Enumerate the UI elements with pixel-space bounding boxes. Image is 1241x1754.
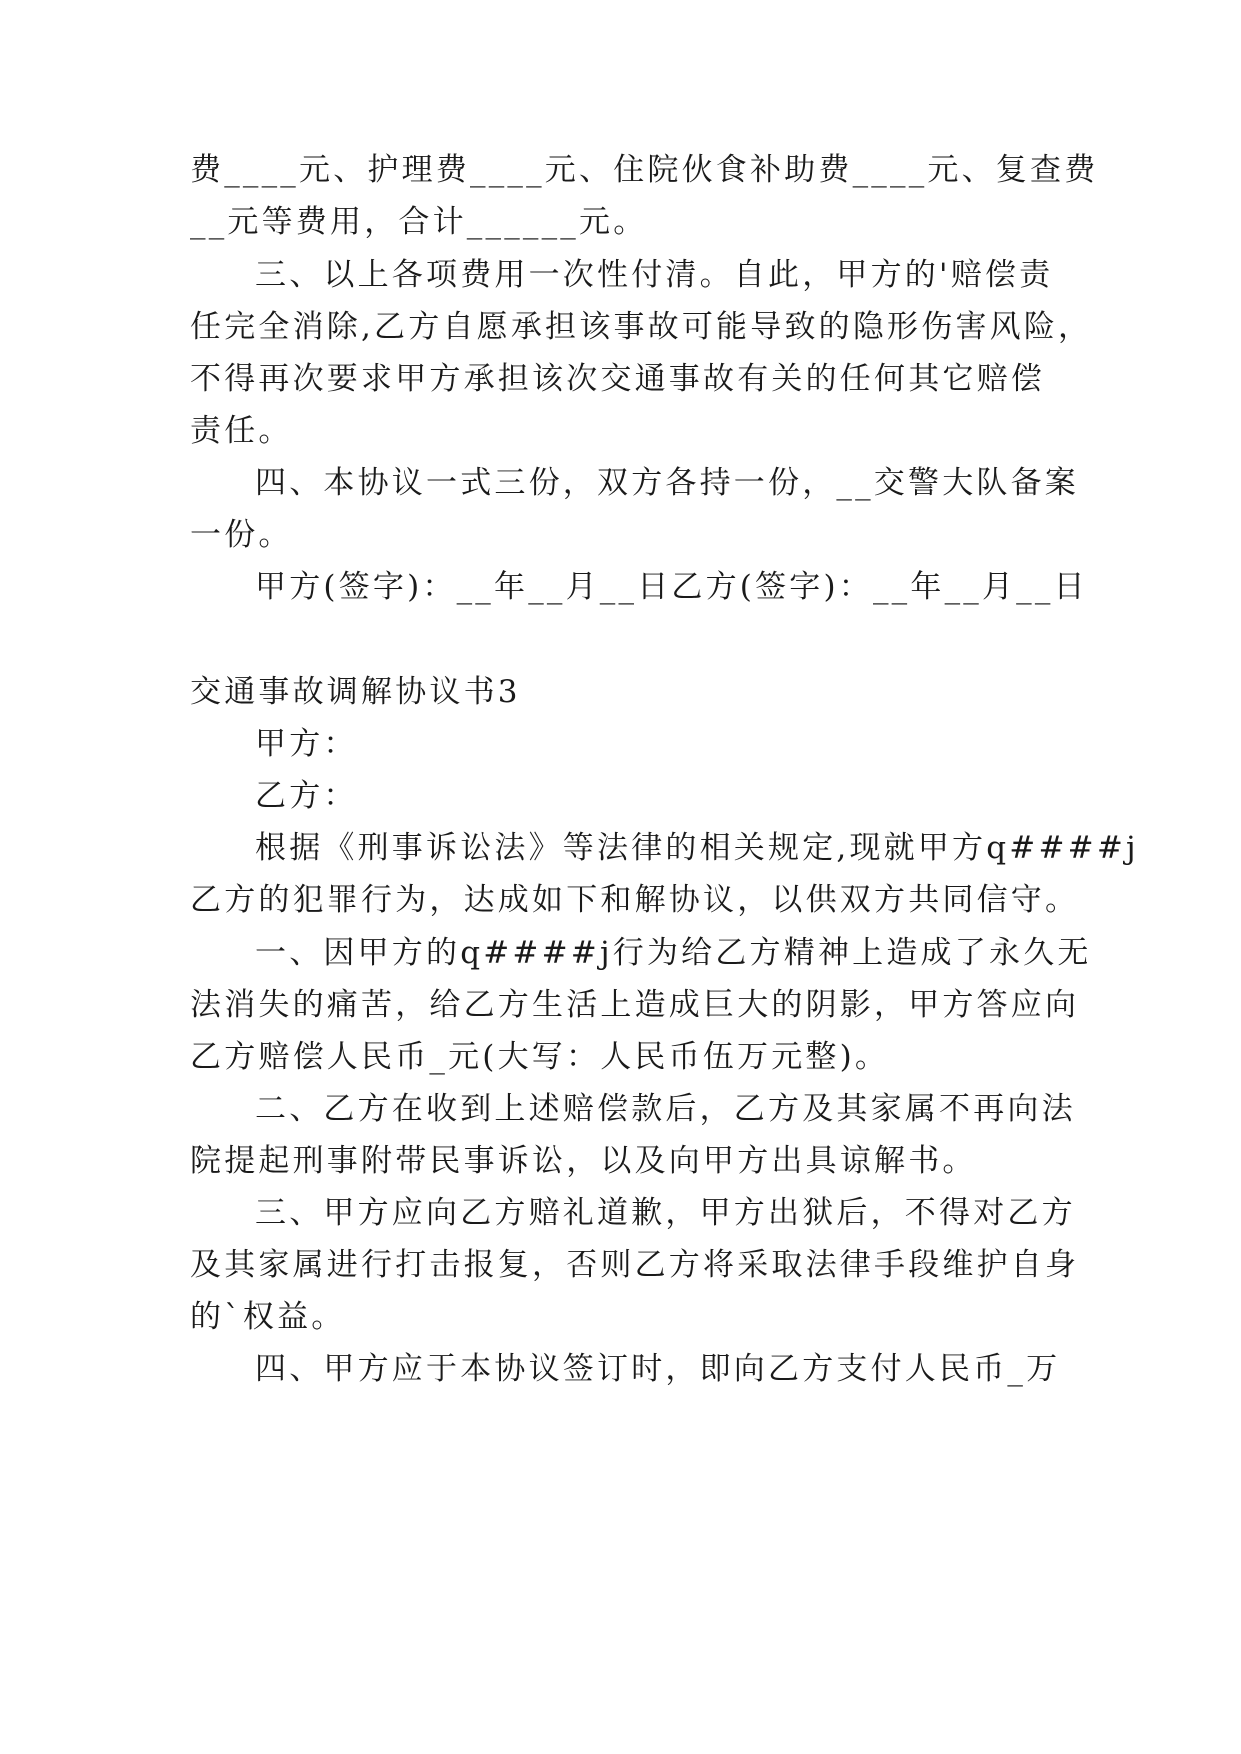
paragraph-four-line-1: 四、本协议一式三份，双方各持一份，__交警大队备案 [255, 465, 1079, 501]
clause-four-line-1: 四、甲方应于本协议签订时，即向乙方支付人民币_万 [255, 1351, 1061, 1387]
preamble-line-1: 根据《刑事诉讼法》等法律的相关规定,现就甲方q####j [255, 830, 1139, 866]
party-a-label: 甲方： [255, 726, 358, 762]
text-line: 及其家属进行打击报复，否则乙方将采取法律手段维护自身 [190, 1247, 1080, 1283]
party-b-label: 乙方： [255, 778, 358, 814]
text-line: 院提起刑事附带民事诉讼，以及向甲方出具谅解书。 [190, 1143, 977, 1179]
text-line: 费____元、护理费____元、住院伙食补助费____元、复查费 [190, 152, 1099, 188]
text-line: 乙方赔偿人民币_元(大写：人民币伍万元整)。 [190, 1039, 890, 1075]
text-line: 的`权益。 [190, 1299, 346, 1335]
text-line: 任完全消除,乙方自愿承担该事故可能导致的隐形伤害风险， [190, 309, 1093, 345]
signature-line: 甲方(签字)：__年__月__日乙方(签字)：__年__月__日 [255, 569, 1088, 605]
clause-three-line-1: 三、甲方应向乙方赔礼道歉，甲方出狱后，不得对乙方 [255, 1195, 1076, 1231]
text-line: 责任。 [190, 413, 293, 449]
text-line: 法消失的痛苦，给乙方生活上造成巨大的阴影，甲方答应向 [190, 987, 1080, 1023]
paragraph-three-line-1: 三、以上各项费用一次性付清。自此，甲方的'赔偿责 [255, 257, 1054, 293]
text-line: 一份。 [190, 517, 293, 553]
text-line: 不得再次要求甲方承担该次交通事故有关的任何其它赔偿 [190, 361, 1045, 397]
text-line: 乙方的犯罪行为，达成如下和解协议，以供双方共同信守。 [190, 882, 1080, 918]
text-line: __元等费用，合计______元。 [190, 204, 648, 240]
clause-one-line-1: 一、因甲方的q####j行为给乙方精神上造成了永久无 [255, 935, 1092, 971]
section-title: 交通事故调解协议书3 [190, 674, 521, 710]
clause-two-line-1: 二、乙方在收到上述赔偿款后，乙方及其家属不再向法 [255, 1091, 1076, 1127]
